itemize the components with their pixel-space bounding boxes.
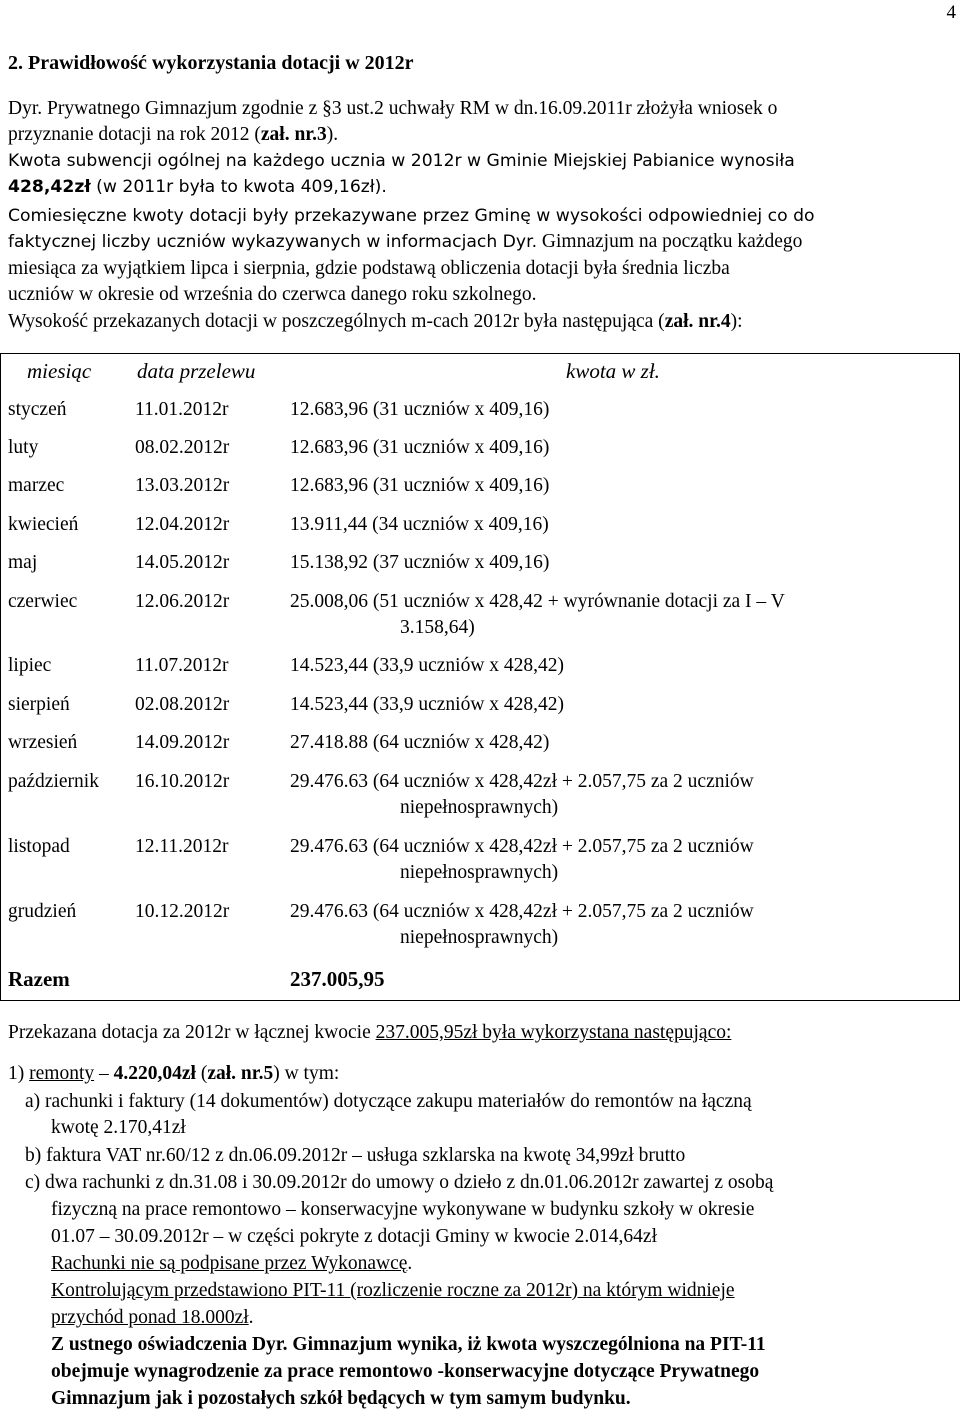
cell-month: maj xyxy=(8,552,38,573)
sub-a-line-1: a) rachunki i faktury (14 dokumentów) dotyczące zakupu materiałów do remontów na łączną xyxy=(25,1091,752,1112)
cell-month: marzec xyxy=(8,475,65,496)
header-amount: kwota w zł. xyxy=(566,359,660,383)
cell-amount-cont: 3.158,64) xyxy=(400,617,475,638)
cell-date: 12.11.2012r xyxy=(135,836,229,857)
cell-amount-cont: niepełnosprawnych) xyxy=(400,862,559,883)
sub-c-line-1: c) dwa rachunki z dn.31.08 i 30.09.2012r do umowy o dzieło z dn.01.06.2012r zawartej z osobą xyxy=(25,1172,774,1193)
cell-amount-cont: niepełnosprawnych) xyxy=(400,797,559,818)
cell-amount: 12.683,96 (31 uczniów x 409,16) xyxy=(290,437,550,458)
cell-amount: 12.683,96 (31 uczniów x 409,16) xyxy=(290,399,550,420)
table-border-top xyxy=(0,353,960,354)
cell-date: 11.01.2012r xyxy=(135,399,229,420)
cell-amount: 12.683,96 (31 uczniów x 409,16) xyxy=(290,475,550,496)
cell-date: 12.06.2012r xyxy=(135,591,230,612)
cell-amount: 14.523,44 (33,9 uczniów x 428,42) xyxy=(290,655,565,676)
section-heading: 2. Prawidłowość wykorzystania dotacji w 2012r xyxy=(8,52,414,74)
table-border-left xyxy=(0,353,1,1001)
cell-month: sierpień xyxy=(8,694,70,715)
cell-amount: 29.476.63 (64 uczniów x 428,42zł + 2.057,75 za 2 uczniów niepełnosprawnych) xyxy=(290,834,754,860)
cell-date: 16.10.2012r xyxy=(135,771,230,792)
sub-a-line-2: kwotę 2.170,41zł xyxy=(51,1117,186,1138)
cell-date: 12.04.2012r xyxy=(135,514,230,535)
cell-date: 14.05.2012r xyxy=(135,552,230,573)
cell-date: 11.07.2012r xyxy=(135,655,229,676)
cell-amount: 29.476.63 (64 uczniów x 428,42zł + 2.057,75 za 2 uczniów niepełnosprawnych) xyxy=(290,769,754,795)
intro-line-3: Kwota subwencji ogólnej na każdego ucznia w 2012r w Gminie Miejskiej Pabianice wynosiła xyxy=(8,151,795,171)
cell-date: 14.09.2012r xyxy=(135,732,230,753)
cell-month: październik xyxy=(8,771,99,792)
sub-c-line-3: 01.07 – 30.09.2012r – w części pokryte z dotacji Gminy w kwocie 2.014,64zł xyxy=(51,1226,657,1247)
table-border-bottom xyxy=(0,1000,960,1001)
sub-c-line-5: Kontrolującym przedstawiono PIT-11 (rozliczenie roczne za 2012r) na którym widnieje xyxy=(51,1280,735,1301)
cell-amount: 14.523,44 (33,9 uczniów x 428,42) xyxy=(290,694,565,715)
cell-month: listopad xyxy=(8,836,70,857)
para2-line-3: miesiąca za wyjątkiem lipca i sierpnia, gdzie podstawą obliczenia dotacji była średnia liczba xyxy=(8,258,730,279)
cell-month: lipiec xyxy=(8,655,52,676)
sub-c-line-6: przychód ponad 18.000zł. xyxy=(51,1307,254,1328)
cell-amount-cont: niepełnosprawnych) xyxy=(400,927,559,948)
cell-month: czerwiec xyxy=(8,591,78,612)
cell-date: 13.03.2012r xyxy=(135,475,230,496)
cell-date: 10.12.2012r xyxy=(135,901,230,922)
cell-amount: 27.418.88 (64 uczniów x 428,42) xyxy=(290,732,550,753)
cell-month: kwiecień xyxy=(8,514,79,535)
para2-line-2: faktycznej liczby uczniów wykazywanych w informacjach Dyr. Gimnazjum na początku każdego xyxy=(8,231,803,252)
item-1-heading: 1) remonty – 4.220,04zł (zał. nr.5) w tym: xyxy=(8,1063,340,1084)
cell-month: grudzień xyxy=(8,901,77,922)
header-date: data przelewu xyxy=(137,359,256,383)
sub-c-line-7: Z ustnego oświadczenia Dyr. Gimnazjum wynika, iż kwota wyszczególniona na PIT-11 xyxy=(51,1334,766,1355)
cell-month: styczeń xyxy=(8,399,67,420)
sub-c-line-8: obejmuje wynagrodzenie za prace remontowo -konserwacyjne dotyczące Prywatnego xyxy=(51,1361,760,1382)
total-value: 237.005,95 xyxy=(290,967,385,991)
intro-line-2: przyznanie dotacji na rok 2012 (zał. nr.3). xyxy=(8,124,339,145)
para2-line-5: Wysokość przekazanych dotacji w poszczególnych m-cach 2012r była następująca (zał. nr.4): xyxy=(8,311,743,332)
intro-line-1: Dyr. Prywatnego Gimnazjum zgodnie z §3 ust.2 uchwały RM w dn.16.09.2011r złożyła wniosek o xyxy=(8,98,778,119)
page-number: 4 xyxy=(946,2,956,23)
cell-date: 08.02.2012r xyxy=(135,437,230,458)
intro-line-4: 428,42zł (w 2011r była to kwota 409,16zł). xyxy=(8,177,387,197)
para2-line-1: Comiesięczne kwoty dotacji były przekazywane przez Gminę w wysokości odpowiedniej co do xyxy=(8,206,815,226)
cell-amount: 29.476.63 (64 uczniów x 428,42zł + 2.057,75 za 2 uczniów niepełnosprawnych) xyxy=(290,899,754,925)
sub-b-line-1: b) faktura VAT nr.60/12 z dn.06.09.2012r – usługa szklarska na kwotę 34,99zł brutto xyxy=(25,1145,686,1166)
total-label: Razem xyxy=(8,967,70,991)
cell-amount: 15.138,92 (37 uczniów x 409,16) xyxy=(290,552,550,573)
subsidy-table xyxy=(0,353,960,1001)
header-month: miesiąc xyxy=(27,359,92,383)
sub-c-line-2: fizyczną na prace remontowo – konserwacyjne wykonywane w budynku szkoły w okresie xyxy=(51,1199,755,1220)
summary-line: Przekazana dotacja za 2012r w łącznej kwocie 237.005,95zł była wykorzystana następująco: xyxy=(8,1022,732,1043)
cell-date: 02.08.2012r xyxy=(135,694,230,715)
sub-c-line-9: Gimnazjum jak i pozostałych szkół będących w tym samym budynku. xyxy=(51,1388,631,1409)
sub-c-line-4: Rachunki nie są podpisane przez Wykonawcę. xyxy=(51,1253,413,1274)
cell-amount: 13.911,44 (34 uczniów x 409,16) xyxy=(290,514,549,535)
para2-line-4: uczniów w okresie od września do czerwca danego roku szkolnego. xyxy=(8,284,537,305)
cell-month: wrzesień xyxy=(8,732,78,753)
cell-amount: 25.008,06 (51 uczniów x 428,42 + wyrównanie dotacji za I – V 3.158,64) xyxy=(290,589,785,615)
cell-month: luty xyxy=(8,437,39,458)
